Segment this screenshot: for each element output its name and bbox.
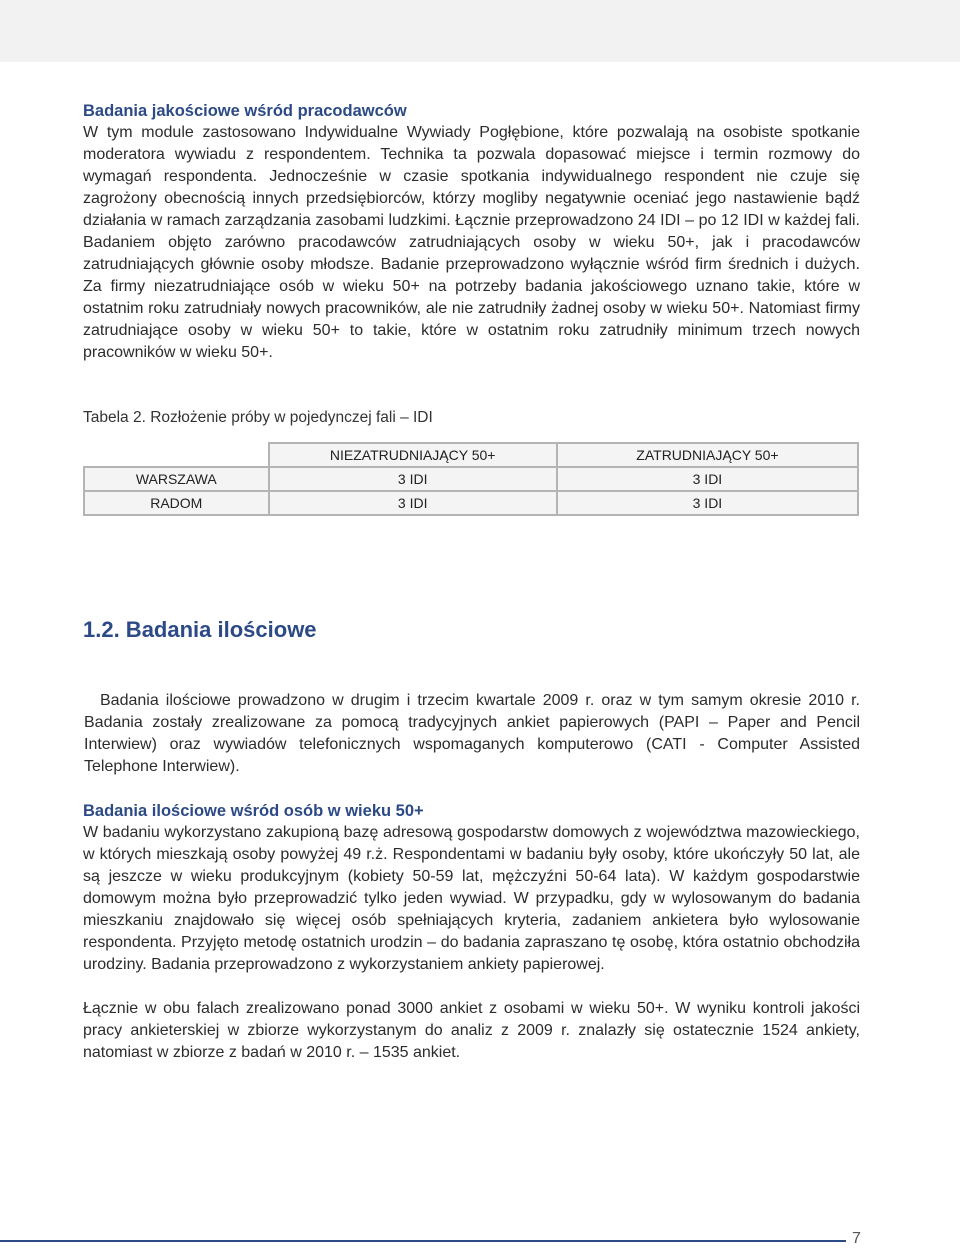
intro-block (83, 690, 860, 778)
paragraph-qualitative: W tym module zastosowano Indywidualne Wywiady Pogłębione, które pozwalają na osobiste spotkanie moderatora wywiadu z respondentem. Technika ta pozwala dopasować miejsce i termin rozmowy do wymagań respondenta. Jednocześnie w czasie spotkania indywidualnego respondent nie czuje się zagrożony obecnością innych przedsiębiorców, którzy mogliby negatywnie oceniać jego nastawienie bądź działania w ramach zarządzania zasobami ludzkimi. Łącznie przeprowadzono 24 IDI – po 12 IDI w każdej fali. Badaniem objęto zarówno pracodawców zatrudniających osoby w wieku 50+, jak i pracodawców zatrudniających głównie osoby młodsze. Badanie przeprowadzono wyłącznie wśród firm średnich i dużych. Za firmy niezatrudniające osób w wieku 50+ na potrzeby badania jakościowego uznano takie, które w ostatnim roku zatrudniały nowych pracowników, ale nie zatrudniły żadnej osoby w wieku 50+. Natomiast firmy zatrudniające osoby w wieku 50+ to takie, które w ostatnim roku zatrudniły minimum trzech nowych pracowników w wieku 50+. (83, 124, 860, 361)
table-header-cell: ZATRUDNIAJĄCY 50+ (557, 443, 858, 467)
section-heading-qualitative: Badania jakościowe wśród pracodawców (83, 102, 407, 120)
table-header-cell: NIEZATRUDNIAJĄCY 50+ (269, 443, 557, 467)
section-heading-50plus: Badania ilościowe wśród osób w wieku 50+ (83, 802, 424, 820)
table-cell: 3 IDI (557, 491, 858, 515)
table-caption: Tabela 2. Rozłożenie próby w pojedynczej fali – IDI (83, 409, 433, 426)
section-title-quantitative: 1.2. Badania ilościowe (83, 617, 317, 642)
paragraph-50plus-method: W badaniu wykorzystano zakupioną bazę adresową gospodarstw domowych z województwa mazowieckiego, w których mieszkają osoby powyżej 49 r.ż. Respondentami w badaniu były osoby, które ukończyły 50 lat, ale są jeszcze w wieku produkcyjnym (kobiety 50-59 lat, mężczyźni 50-64 lata). W każdym gospodarstwie domowym można było przeprowadzić tylko jeden wywiad. W przypadku, gdy w wylosowanym do badania mieszkaniu znajdowało się więcej osób spełniających kryteria, zadaniem ankietera było wylosowanie respondenta. Przyjęto metodę ostatnich urodzin – do badania zapraszano tę osobę, która ostatnio obchodziła urodziny. Badania przeprowadzono z wykorzystaniem ankiety papierowej. (83, 824, 860, 973)
table-row (84, 467, 858, 491)
page-number: 7 (852, 1230, 861, 1247)
table-cell: 3 IDI (269, 491, 557, 515)
paragraph-50plus-totals: Łącznie w obu falach zrealizowano ponad 3000 ankiet z osobami w wieku 50+. W wyniku kontroli jakości pracy ankieterskiej w zbiorze wykorzystanym do analiz z 2009 r. znalazły się ostatecznie 1524 ankiety, natomiast w zbiorze z badań w 2010 r. – 1535 ankiet. (83, 1000, 860, 1061)
page-content (83, 100, 860, 1064)
sample-table (83, 442, 859, 516)
table-row (84, 491, 858, 515)
table-header-row (84, 443, 858, 467)
header-band (0, 0, 960, 62)
footer-rule (0, 1240, 846, 1242)
table-cell: 3 IDI (269, 467, 557, 491)
paragraph-quantitative-intro: Badania ilościowe prowadzono w drugim i trzecim kwartale 2009 r. oraz w tym samym okresie 2010 r. Badania zostały zrealizowane za pomocą tradycyjnych ankiet papierowych (PAPI – Paper and Pencil Interwiew) oraz wywiadów telefonicznych wspomaganych komputerowo (CATI - Computer Assisted Telephone Interwiew). (84, 692, 860, 775)
table-cell: 3 IDI (557, 467, 858, 491)
table-row-label: RADOM (84, 491, 269, 515)
table-corner-cell (84, 443, 269, 467)
table-row-label: WARSZAWA (84, 467, 269, 491)
